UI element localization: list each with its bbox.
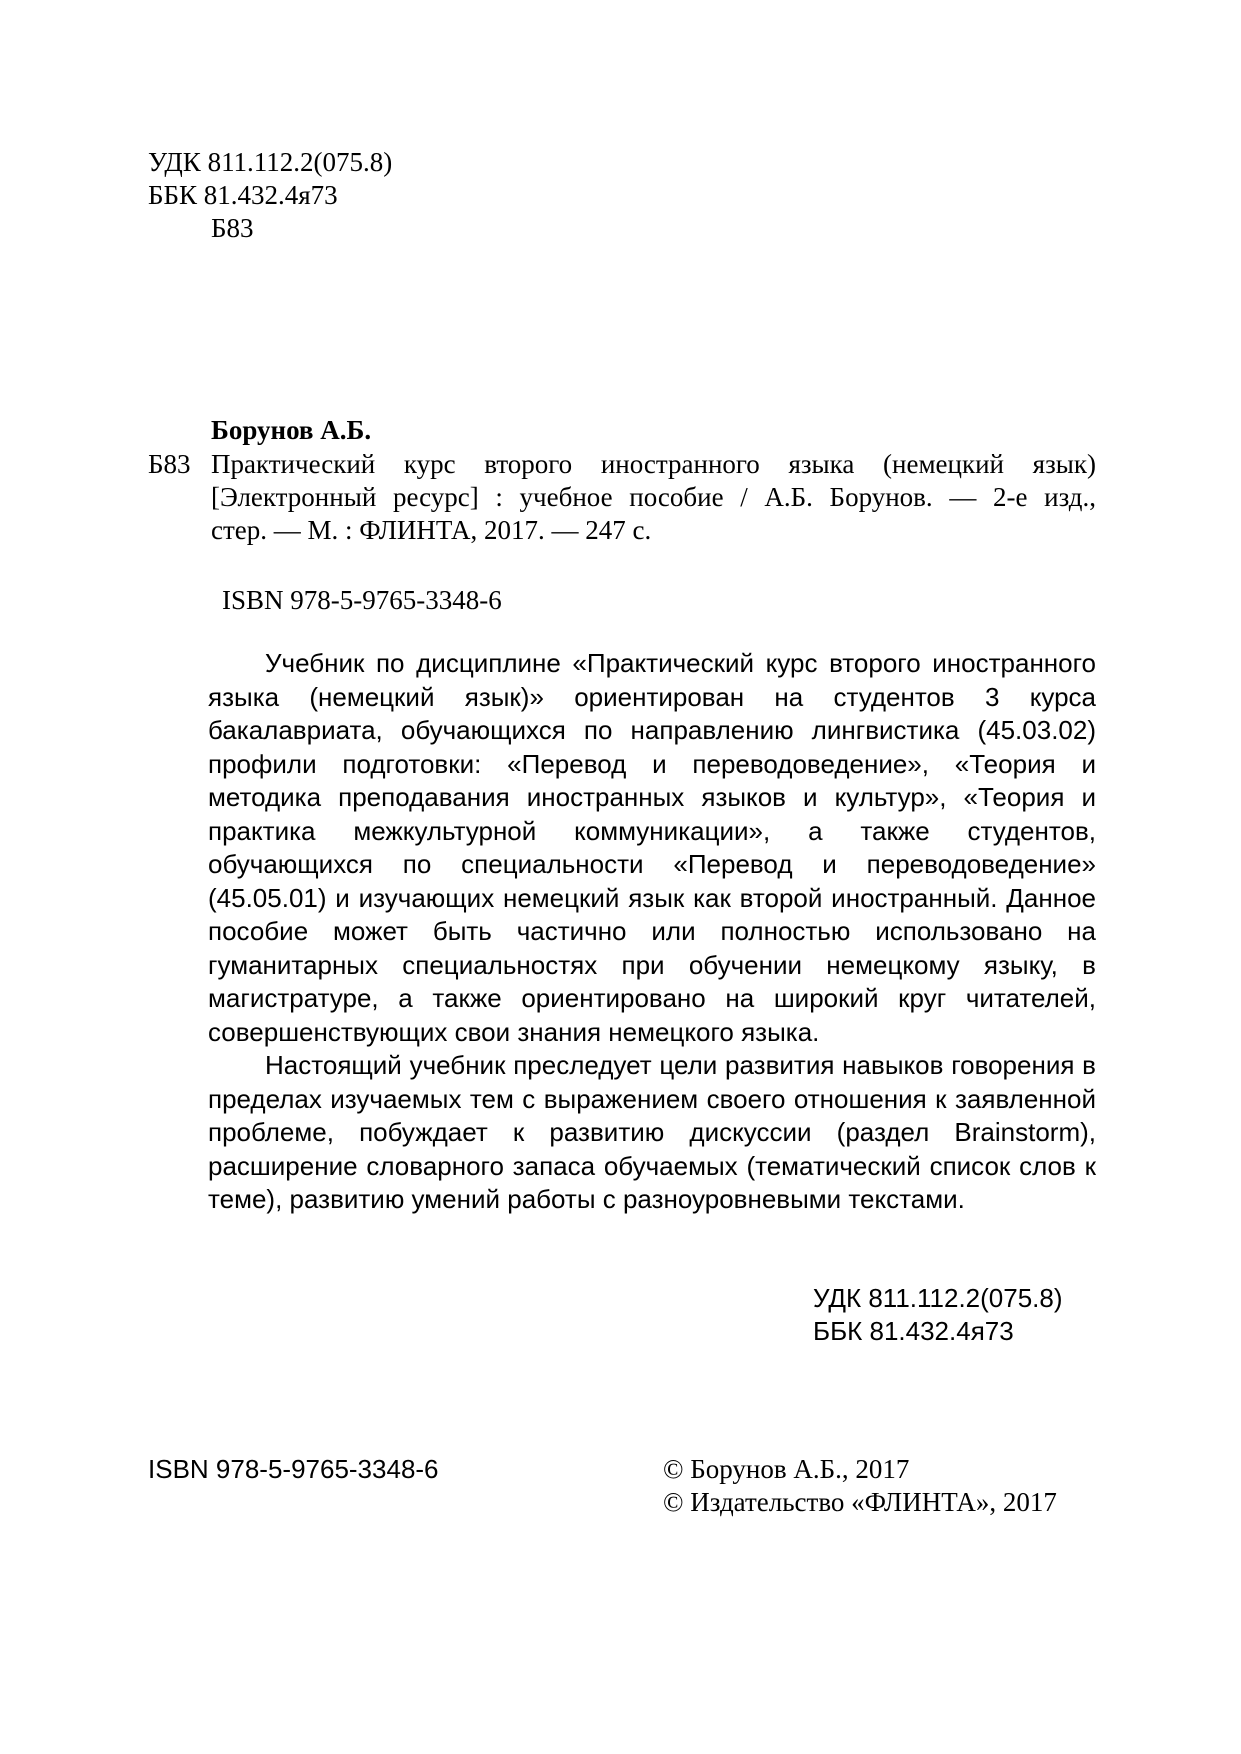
classification-codes-bottom: [813, 1282, 1063, 1348]
biblio-line-2: [Электронный ресурс] : учебное пособие / А.Б. Борунов. — 2-е изд.,: [211, 482, 1096, 512]
annotation-paragraph-1: Учебник по дисциплине «Практический курс второго иностранного языка (немецкий язык)» ориентирован на студентов 3 курса бакалавриата, обучающихся по направлению лингвистика (45.03.02) профили подготовки: «Перевод и переводоведение», «Теория и методика преподавания иностранных языков и культур», «Теория и практика межкультурной коммуникации», а также студентов, обучающихся по специальности «Перевод и переводоведение» (45.05.01) и изучающих немецкий язык как второй иностранный. Данное пособие может быть частично или полностью использовано на гуманитарных специальностях при обучении немецкому языку, в магистратуре, а также ориентировано на широкий круг читателей, совершенствующих свои знания немецкого языка.: [208, 648, 1096, 1047]
copyright-block: [663, 1453, 1057, 1519]
udk-code: УДК 811.112.2(075.8): [148, 147, 393, 177]
annotation-paragraph-2: Настоящий учебник преследует цели развития навыков говорения в пределах изучаемых тем с выражением своего отношения к заявленной проблеме, побуждает к развитию дискуссии (раздел Brainstorm), расширение словарного запаса обучаемых (тематический список слов к теме), развитию умений работы с разноуровневыми текстами.: [208, 1050, 1096, 1214]
biblio-line-3: стер. — М. : ФЛИНТА, 2017. — 247 с.: [211, 515, 652, 545]
copyright-author: © Борунов А.Б., 2017: [663, 1454, 910, 1484]
bibliographic-description: [211, 448, 1096, 547]
biblio-line-1: Практический курс второго иностранного языка (немецкий язык): [211, 449, 1096, 479]
bbk-code-bottom: ББК 81.432.4я73: [813, 1316, 1014, 1346]
copyright-publisher: © Издательство «ФЛИНТА», 2017: [663, 1487, 1057, 1517]
classification-codes-top: [148, 146, 392, 245]
isbn: ISBN 978-5-9765-3348-6: [222, 585, 502, 615]
author-mark: Б83: [211, 213, 254, 243]
udk-code-bottom: УДК 811.112.2(075.8): [813, 1283, 1063, 1313]
annotation: [208, 647, 1096, 1217]
bbk-code: ББК 81.432.4я73: [148, 180, 338, 210]
record-author-mark: Б83: [148, 449, 191, 479]
isbn-footer: ISBN 978-5-9765-3348-6: [148, 1454, 439, 1484]
author-heading: Борунов А.Б.: [211, 415, 372, 445]
